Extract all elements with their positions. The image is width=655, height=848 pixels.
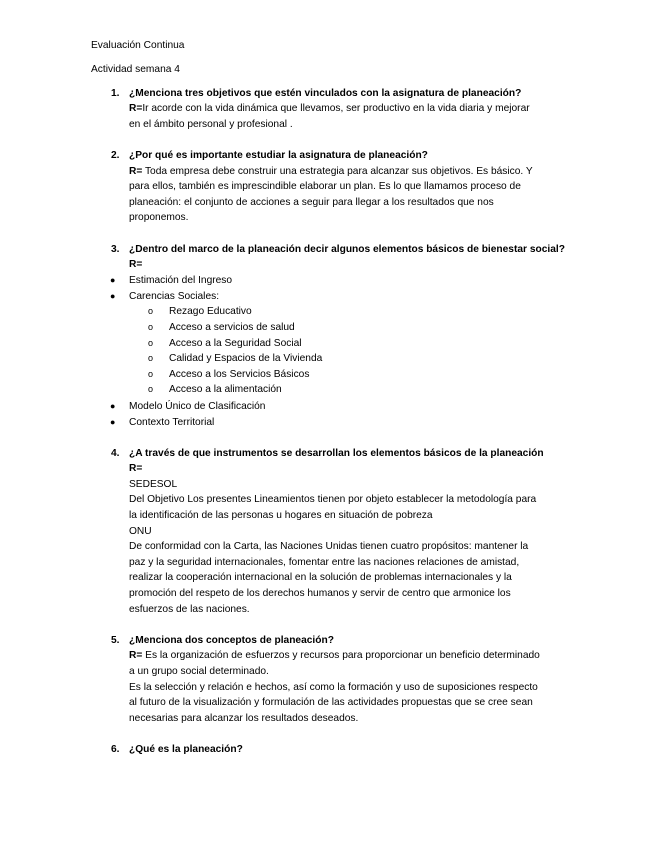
question-2-number: 2. bbox=[111, 150, 120, 161]
list-item: Carencias Sociales: bbox=[129, 291, 220, 302]
bullet-icon: ● bbox=[110, 291, 116, 301]
question-4-line: promoción del respeto de los derechos humanos y servir de centro que armonice los bbox=[129, 588, 511, 599]
question-4-text: ¿A través de que instrumentos se desarrollan los elementos básicos de la planeación bbox=[129, 448, 544, 459]
question-2-answer-line bbox=[129, 164, 533, 180]
sub-bullet-icon: o bbox=[148, 306, 154, 316]
question-3-answer-label: R= bbox=[129, 259, 143, 270]
answer-text: Es la organización de esfuerzos y recursos para proporcionar un beneficio determinado bbox=[142, 650, 540, 661]
question-2-answer-line: planeación: el conjunto de acciones a seguir para llegar a los resultados que nos bbox=[129, 197, 494, 208]
question-4-line: paz y la seguridad internacionales, fomentar entre las naciones relaciones de amistad, bbox=[129, 557, 520, 568]
question-4-line: esfuerzos de las naciones. bbox=[129, 604, 250, 615]
header-title: Evaluación Continua bbox=[91, 40, 185, 51]
answer-label: R= bbox=[129, 166, 143, 177]
question-4-line: realizar la cooperación internacional en la solución de problemas internacionales y la bbox=[129, 572, 512, 583]
question-5-answer-line: Es la selección y relación e hechos, así como la formación y uso de suposiciones respecto bbox=[129, 682, 538, 693]
question-4-line: De conformidad con la Carta, las Naciones Unidas tienen cuatro propósitos: mantener la bbox=[129, 541, 529, 552]
question-4-line: la identificación de las personas u hogares en situación de pobreza bbox=[129, 510, 433, 521]
question-4-line: ONU bbox=[129, 526, 152, 537]
question-5-answer-line: necesarias para alcanzar los resultados deseados. bbox=[129, 713, 359, 724]
answer-text: Toda empresa debe construir una estrategia para alcanzar sus objetivos. Es básico. Y bbox=[142, 166, 533, 177]
question-2-text: ¿Por qué es importante estudiar la asignatura de planeación? bbox=[129, 150, 428, 161]
sub-bullet-icon: o bbox=[148, 338, 154, 348]
sub-list-item: Acceso a la alimentación bbox=[169, 384, 282, 395]
bullet-icon: ● bbox=[110, 417, 116, 427]
sub-list-item: Rezago Educativo bbox=[169, 306, 252, 317]
question-5-text: ¿Menciona dos conceptos de planeación? bbox=[129, 635, 334, 646]
list-item: Contexto Territorial bbox=[129, 417, 215, 428]
sub-bullet-icon: o bbox=[148, 369, 154, 379]
sub-list-item: Calidad y Espacios de la Vivienda bbox=[169, 353, 323, 364]
question-5-answer-line: al futuro de la visualización y formulación de las actividades propuestas que se cree sean bbox=[129, 697, 533, 708]
question-1-answer-line bbox=[129, 101, 530, 117]
question-1-answer-line: en el ámbito personal y profesional . bbox=[129, 119, 293, 130]
list-item: Estimación del Ingreso bbox=[129, 275, 233, 286]
question-6-number: 6. bbox=[111, 744, 120, 755]
question-6-text: ¿Qué es la planeación? bbox=[129, 744, 243, 755]
question-2-answer-line: proponemos. bbox=[129, 212, 189, 223]
answer-label: R= bbox=[129, 103, 143, 114]
question-5-answer-line bbox=[129, 648, 540, 664]
question-1-text: ¿Menciona tres objetivos que estén vinculados con la asignatura de planeación? bbox=[129, 88, 522, 99]
sub-list-item: Acceso a los Servicios Básicos bbox=[169, 369, 310, 380]
sub-bullet-icon: o bbox=[148, 353, 154, 363]
question-1-number: 1. bbox=[111, 88, 120, 99]
list-item: Modelo Único de Clasificación bbox=[129, 401, 266, 412]
question-2-answer-line: para ellos, también es imprescindible elaborar un plan. Es lo que llamamos proceso de bbox=[129, 181, 521, 192]
sub-list-item: Acceso a la Seguridad Social bbox=[169, 338, 302, 349]
answer-text: Ir acorde con la vida dinámica que llevamos, ser productivo en la vida diaria y mejorar bbox=[142, 103, 530, 114]
sub-list-item: Acceso a servicios de salud bbox=[169, 322, 295, 333]
question-3-text: ¿Dentro del marco de la planeación decir algunos elementos básicos de bienestar social? bbox=[129, 244, 565, 255]
bullet-icon: ● bbox=[110, 275, 116, 285]
question-5-answer-line: a un grupo social determinado. bbox=[129, 666, 269, 677]
question-4-line: Del Objetivo Los presentes Lineamientos tienen por objeto establecer la metodología para bbox=[129, 494, 537, 505]
question-4-line: SEDESOL bbox=[129, 479, 178, 490]
question-3-number: 3. bbox=[111, 244, 120, 255]
bullet-icon: ● bbox=[110, 401, 116, 411]
answer-label: R= bbox=[129, 650, 143, 661]
header-subtitle: Actividad semana 4 bbox=[91, 64, 180, 75]
sub-bullet-icon: o bbox=[148, 384, 154, 394]
question-4-number: 4. bbox=[111, 448, 120, 459]
question-5-number: 5. bbox=[111, 635, 120, 646]
question-4-answer-label: R= bbox=[129, 463, 143, 474]
sub-bullet-icon: o bbox=[148, 322, 154, 332]
